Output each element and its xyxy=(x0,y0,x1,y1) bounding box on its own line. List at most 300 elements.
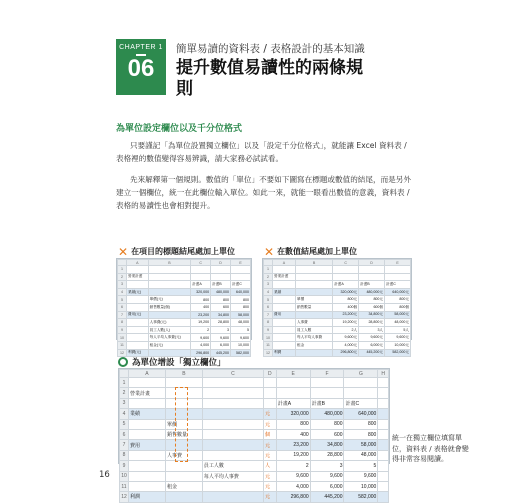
sheet-cell[interactable] xyxy=(344,378,378,388)
sheet-cell[interactable] xyxy=(127,341,149,349)
sheet-cell[interactable]: 租金 xyxy=(165,481,202,491)
caption-text: 為單位增設「獨立欄位」 xyxy=(132,358,226,368)
sheet-cell[interactable]: 6,000元 xyxy=(359,341,385,349)
sheet-cell[interactable]: 3人 xyxy=(359,326,385,334)
row-number[interactable]: 10 xyxy=(264,334,273,342)
row-number[interactable]: 2 xyxy=(118,273,127,281)
table-row xyxy=(264,303,411,311)
column-header[interactable]: B xyxy=(295,260,332,266)
sheet-cell[interactable] xyxy=(295,288,332,296)
sheet-cell[interactable]: 58,000 xyxy=(231,311,251,319)
sheet-cell[interactable]: 計畫B xyxy=(211,281,231,289)
row-number[interactable]: 7 xyxy=(264,311,273,319)
sheet-cell[interactable]: 800 xyxy=(211,296,231,304)
table-row xyxy=(264,296,411,304)
row-number[interactable]: 11 xyxy=(120,481,129,491)
sheet-cell[interactable]: 19,200元 xyxy=(333,319,359,327)
sheet-cell[interactable]: 10,000元 xyxy=(385,341,411,349)
sheet-cell[interactable]: 費用 xyxy=(273,311,296,319)
sheet-cell[interactable] xyxy=(129,398,166,408)
column-header[interactable]: A xyxy=(129,370,166,378)
table-row xyxy=(120,440,389,450)
sheet-cell[interactable]: 計畫C xyxy=(385,281,411,289)
sheet-cell[interactable] xyxy=(148,273,191,281)
sheet-cell[interactable]: 每人平均人事費(元) xyxy=(148,334,191,342)
sheet-cell[interactable]: 業績 xyxy=(273,288,296,296)
table-row xyxy=(118,281,251,289)
row-number[interactable]: 4 xyxy=(264,288,273,296)
sheet-cell[interactable]: 800 xyxy=(310,419,344,429)
column-header[interactable]: B xyxy=(148,260,191,266)
sheet-cell[interactable]: 4,000元 xyxy=(333,341,359,349)
sheet-cell[interactable] xyxy=(273,266,296,274)
row-number[interactable]: 5 xyxy=(120,419,129,429)
sheet-cell[interactable] xyxy=(127,266,149,274)
sheet-cell[interactable]: 10,000 xyxy=(344,481,378,491)
sheet-cell[interactable]: 5 xyxy=(344,461,378,471)
sheet-cell[interactable]: 元 xyxy=(263,409,276,419)
x-mark-icon: ✕ xyxy=(118,244,129,259)
sheet-cell[interactable] xyxy=(129,450,166,460)
sheet-cell[interactable]: 元 xyxy=(263,440,276,450)
sheet-cell[interactable]: 業績(元) xyxy=(127,288,149,296)
sheet-cell[interactable]: 34,800 xyxy=(310,440,344,450)
sheet-cell[interactable] xyxy=(295,266,332,274)
sheet-cell[interactable]: 400 xyxy=(191,303,211,311)
sheet-cell[interactable]: 9,600 xyxy=(231,334,251,342)
sheet-cell[interactable]: 計畫B xyxy=(310,398,344,408)
sheet-cell[interactable]: 9,600 xyxy=(344,471,378,481)
sheet-cell[interactable] xyxy=(385,266,411,274)
column-header[interactable]: E xyxy=(231,260,251,266)
column-header[interactable]: A xyxy=(127,260,149,266)
table-row xyxy=(118,288,251,296)
sheet-cell[interactable] xyxy=(263,398,276,408)
row-number[interactable]: 1 xyxy=(264,266,273,274)
caption-text: 在數值結尾處加上單位 xyxy=(277,247,358,256)
sheet-cell[interactable] xyxy=(129,481,166,491)
sheet-cell[interactable]: 計畫C xyxy=(231,281,251,289)
row-number[interactable]: 3 xyxy=(264,281,273,289)
sheet-cell[interactable]: 元 xyxy=(263,492,276,502)
sheet-cell[interactable]: 利潤 xyxy=(273,349,296,357)
row-number[interactable]: 4 xyxy=(120,409,129,419)
sheet-cell[interactable]: 計畫C xyxy=(344,398,378,408)
sheet-cell[interactable]: 800元 xyxy=(359,296,385,304)
sheet-cell[interactable]: 營業計畫 xyxy=(129,388,166,398)
row-number[interactable]: 5 xyxy=(264,296,273,304)
row-number[interactable]: 7 xyxy=(118,311,127,319)
sheet-cell[interactable]: 296,800 xyxy=(191,349,211,357)
sheet-cell[interactable]: 800 xyxy=(344,429,378,439)
sheet-cell[interactable] xyxy=(378,471,389,481)
sheet-cell[interactable]: 2 xyxy=(191,326,211,334)
sheet-cell[interactable] xyxy=(378,450,389,460)
sheet-cell[interactable] xyxy=(202,398,263,408)
sheet-cell[interactable]: 582,000 xyxy=(344,492,378,502)
paragraph-intro: 只要謹記「為單位設置獨立欄位」以及「設定千分位格式」，就能讓 Excel 資料表 / 表格裡的數值變得容易辨識，請大家務必試試看。 xyxy=(116,141,407,163)
sheet-cell[interactable]: 人事費 xyxy=(295,319,332,327)
table-row xyxy=(120,450,389,460)
sheet-cell[interactable]: 9,600元 xyxy=(359,334,385,342)
sheet-cell[interactable]: 業績 xyxy=(129,409,166,419)
sheet-cell[interactable]: 元 xyxy=(263,450,276,460)
sheet-cell[interactable]: 480,000 xyxy=(310,409,344,419)
table-row xyxy=(118,341,251,349)
sheet-cell[interactable] xyxy=(127,319,149,327)
row-number[interactable]: 3 xyxy=(120,398,129,408)
sheet-cell[interactable]: 6,000 xyxy=(310,481,344,491)
column-header[interactable]: C xyxy=(202,370,263,378)
sheet-cell[interactable] xyxy=(385,273,411,281)
chapter-subtitle: 簡單易讀的資料表 / 表格設計的基本知識 xyxy=(176,43,365,55)
row-number[interactable]: 12 xyxy=(264,349,273,357)
sheet-cell[interactable] xyxy=(263,378,276,388)
sheet-cell[interactable] xyxy=(333,266,359,274)
sheet-cell[interactable]: 計畫A xyxy=(191,281,211,289)
sheet-cell[interactable] xyxy=(276,378,310,388)
sheet-cell[interactable]: 每人平均人事費 xyxy=(295,334,332,342)
sheet-cell[interactable]: 800元 xyxy=(333,296,359,304)
sheet-cell[interactable]: 800 xyxy=(231,296,251,304)
column-header[interactable]: A xyxy=(273,260,296,266)
sheet-cell[interactable] xyxy=(211,273,231,281)
sheet-cell[interactable] xyxy=(127,281,149,289)
page-number: 16 xyxy=(99,470,110,480)
sheet-cell[interactable]: 單價 xyxy=(295,296,332,304)
sheet-cell[interactable] xyxy=(378,398,389,408)
table-row xyxy=(120,419,389,429)
sheet-cell[interactable] xyxy=(191,266,211,274)
sheet-cell[interactable]: 銷售數量 xyxy=(165,429,202,439)
table-row xyxy=(118,326,251,334)
table-row xyxy=(264,273,411,281)
sheet-cell[interactable]: 人事費(元) xyxy=(148,319,191,327)
chapter-badge xyxy=(116,39,166,95)
sheet-cell[interactable]: 9,600 xyxy=(276,471,310,481)
column-header[interactable]: E xyxy=(385,260,411,266)
caption-bad-title-unit xyxy=(118,246,235,257)
sheet-cell[interactable] xyxy=(202,378,263,388)
sheet-cell[interactable] xyxy=(276,388,310,398)
sheet-cell[interactable]: 28,800 xyxy=(211,319,231,327)
table-row xyxy=(120,378,389,388)
sheet-cell[interactable]: 人事費 xyxy=(165,450,202,460)
sheet-cell[interactable] xyxy=(202,481,263,491)
sheet-cell[interactable]: 34,800元 xyxy=(359,311,385,319)
sheet-cell[interactable]: 320,000元 xyxy=(333,288,359,296)
row-number[interactable]: 8 xyxy=(120,450,129,460)
sheet-cell[interactable] xyxy=(273,341,296,349)
sheet-cell[interactable] xyxy=(378,461,389,471)
sheet-cell[interactable]: 296,800 xyxy=(276,492,310,502)
sheet-cell[interactable] xyxy=(129,471,166,481)
sheet-cell[interactable]: 3 xyxy=(310,461,344,471)
sheet-cell[interactable]: 5 xyxy=(231,326,251,334)
column-header[interactable]: D xyxy=(211,260,231,266)
table-row xyxy=(118,311,251,319)
sheet-cell[interactable]: 計畫B xyxy=(359,281,385,289)
sheet-cell[interactable] xyxy=(273,281,296,289)
sheet-cell[interactable]: 員工人數(人) xyxy=(148,326,191,334)
row-number[interactable]: 4 xyxy=(118,288,127,296)
sheet-cell[interactable] xyxy=(202,450,263,460)
row-number[interactable]: 11 xyxy=(118,341,127,349)
row-number[interactable]: 6 xyxy=(264,303,273,311)
sheet-cell[interactable] xyxy=(378,378,389,388)
sheet-table xyxy=(119,369,389,503)
sheet-cell[interactable]: 400 xyxy=(276,429,310,439)
sheet-cell[interactable] xyxy=(378,429,389,439)
sheet-cell[interactable] xyxy=(359,273,385,281)
column-header[interactable]: E xyxy=(276,370,310,378)
sheet-cell[interactable] xyxy=(202,388,263,398)
side-note: 統一在獨立欄位填寫單位，資料表 / 表格就會變得非常容易閱讀。 xyxy=(392,434,469,463)
sheet-cell[interactable]: 單價(元) xyxy=(148,296,191,304)
row-number[interactable]: 12 xyxy=(120,492,129,502)
sheet-cell[interactable] xyxy=(378,388,389,398)
table-row xyxy=(264,311,411,319)
column-header[interactable]: H xyxy=(378,370,389,378)
sheet-cell[interactable]: 58,000 xyxy=(344,440,378,450)
sheet-cell[interactable] xyxy=(165,471,202,481)
sheet-cell[interactable] xyxy=(378,419,389,429)
sheet-cell[interactable] xyxy=(129,419,166,429)
sheet-cell[interactable]: 9,600 xyxy=(191,334,211,342)
sheet-cell[interactable] xyxy=(202,492,263,502)
sheet-cell[interactable] xyxy=(165,492,202,502)
table-row xyxy=(264,349,411,357)
sheet-cell[interactable]: 640,000 xyxy=(231,288,251,296)
sheet-cell[interactable] xyxy=(310,378,344,388)
sheet-cell[interactable] xyxy=(295,281,332,289)
sheet-cell[interactable] xyxy=(129,378,166,388)
caption-good-unit-column xyxy=(118,356,226,368)
column-header[interactable]: D xyxy=(359,260,385,266)
row-number[interactable]: 6 xyxy=(120,429,129,439)
sheet-cell[interactable]: 營業計畫 xyxy=(273,273,296,281)
sheet-cell[interactable]: 9,600 xyxy=(310,471,344,481)
row-number[interactable]: 9 xyxy=(120,461,129,471)
sheet-cell[interactable] xyxy=(273,296,296,304)
sheet-cell[interactable]: 582,000元 xyxy=(385,349,411,357)
sheet-cell[interactable] xyxy=(295,311,332,319)
sheet-cell[interactable]: 營業計畫 xyxy=(127,273,149,281)
column-header[interactable]: D xyxy=(263,370,276,378)
sheet-cell[interactable] xyxy=(359,266,385,274)
sheet-cell[interactable]: 480,000元 xyxy=(359,288,385,296)
sheet-cell[interactable]: 445,200元 xyxy=(359,349,385,357)
sheet-cell[interactable] xyxy=(202,409,263,419)
sheet-cell[interactable]: 9,600元 xyxy=(333,334,359,342)
sheet-cell[interactable]: 800 xyxy=(276,419,310,429)
sheet-cell[interactable]: 800元 xyxy=(385,296,411,304)
sheet-cell[interactable] xyxy=(211,266,231,274)
column-header[interactable] xyxy=(120,370,129,378)
sheet-cell[interactable] xyxy=(148,266,191,274)
column-header[interactable]: C xyxy=(333,260,359,266)
sheet-cell[interactable] xyxy=(129,461,166,471)
row-number[interactable]: 1 xyxy=(118,266,127,274)
row-number[interactable]: 10 xyxy=(120,471,129,481)
unit-column-highlight xyxy=(175,387,188,462)
row-number[interactable]: 12 xyxy=(118,349,127,357)
table-row xyxy=(118,303,251,311)
sheet-cell[interactable]: 600個 xyxy=(359,303,385,311)
circle-check-icon xyxy=(118,357,128,367)
table-row xyxy=(120,388,389,398)
sheet-cell[interactable]: 480,000 xyxy=(211,288,231,296)
sheet-cell[interactable]: 600 xyxy=(310,429,344,439)
sheet-cell[interactable] xyxy=(295,349,332,357)
sheet-cell[interactable]: 320,000 xyxy=(276,409,310,419)
sheet-cell[interactable] xyxy=(310,388,344,398)
column-header[interactable]: C xyxy=(191,260,211,266)
sheet-cell[interactable]: 3 xyxy=(211,326,231,334)
sheet-cell[interactable]: 582,000 xyxy=(231,349,251,357)
sheet-cell[interactable]: 2人 xyxy=(333,326,359,334)
sheet-cell[interactable]: 296,800元 xyxy=(333,349,359,357)
sheet-cell[interactable] xyxy=(202,419,263,429)
row-number[interactable]: 2 xyxy=(120,388,129,398)
sheet-cell[interactable] xyxy=(127,303,149,311)
sheet-cell[interactable]: 6,000 xyxy=(211,341,231,349)
sheet-cell[interactable] xyxy=(148,288,191,296)
sheet-cell[interactable]: 58,000元 xyxy=(385,311,411,319)
sheet-cell[interactable]: 員工人數 xyxy=(202,461,263,471)
sheet-cell[interactable]: 400個 xyxy=(333,303,359,311)
row-number[interactable]: 8 xyxy=(118,319,127,327)
sheet-cell[interactable]: 34,800 xyxy=(211,311,231,319)
row-number[interactable]: 10 xyxy=(118,334,127,342)
sheet-cell[interactable] xyxy=(127,326,149,334)
sheet-cell[interactable] xyxy=(273,319,296,327)
sheet-cell[interactable]: 利潤(元) xyxy=(127,349,149,357)
row-number[interactable]: 3 xyxy=(118,281,127,289)
sheet-cell[interactable] xyxy=(273,334,296,342)
sheet-cell[interactable] xyxy=(231,273,251,281)
sheet-cell[interactable] xyxy=(273,326,296,334)
sheet-cell[interactable]: 9,600元 xyxy=(385,334,411,342)
column-header[interactable]: F xyxy=(310,370,344,378)
sheet-cell[interactable]: 23,200 xyxy=(191,311,211,319)
sheet-cell[interactable]: 每人平均人事費 xyxy=(202,471,263,481)
sheet-cell[interactable] xyxy=(378,492,389,502)
sheet-cell[interactable]: 租金 xyxy=(295,341,332,349)
sheet-cell[interactable] xyxy=(333,273,359,281)
sheet-cell[interactable]: 800 xyxy=(344,419,378,429)
sheet-cell[interactable]: 利潤 xyxy=(129,492,166,502)
sheet-cell[interactable] xyxy=(148,311,191,319)
sheet-cell[interactable]: 費用(元) xyxy=(127,311,149,319)
sheet-cell[interactable]: 600 xyxy=(211,303,231,311)
sheet-cell[interactable] xyxy=(263,388,276,398)
sheet-cell[interactable] xyxy=(165,461,202,471)
sheet-cell[interactable] xyxy=(378,409,389,419)
sheet-cell[interactable] xyxy=(191,273,211,281)
sheet-cell[interactable]: 元 xyxy=(263,419,276,429)
row-number[interactable]: 7 xyxy=(120,440,129,450)
sheet-cell[interactable]: 2 xyxy=(276,461,310,471)
sheet-cell[interactable] xyxy=(202,440,263,450)
table-row xyxy=(264,266,411,274)
sheet-cell[interactable] xyxy=(344,388,378,398)
sheet-cell[interactable] xyxy=(127,334,149,342)
sheet-cell[interactable]: 計畫A xyxy=(333,281,359,289)
sheet-cell[interactable]: 640,000 xyxy=(344,409,378,419)
sheet-cell[interactable]: 單價 xyxy=(165,419,202,429)
sheet-cell[interactable]: 銷售數量 xyxy=(295,303,332,311)
row-number[interactable]: 9 xyxy=(264,326,273,334)
sheet-cell[interactable]: 800 xyxy=(191,296,211,304)
row-number[interactable]: 11 xyxy=(264,341,273,349)
column-header[interactable]: B xyxy=(165,370,202,378)
sheet-cell[interactable] xyxy=(129,429,166,439)
sheet-cell[interactable]: 19,200 xyxy=(191,319,211,327)
table-row xyxy=(264,281,411,289)
sheet-cell[interactable]: 320,000 xyxy=(191,288,211,296)
sheet-cell[interactable]: 元 xyxy=(263,481,276,491)
sheet-cell[interactable]: 4,000 xyxy=(276,481,310,491)
sheet-cell[interactable]: 48,000 xyxy=(344,450,378,460)
sheet-cell[interactable] xyxy=(202,429,263,439)
sheet-cell[interactable]: 4,000 xyxy=(191,341,211,349)
row-number[interactable]: 8 xyxy=(264,319,273,327)
sheet-cell[interactable] xyxy=(127,296,149,304)
sheet-cell[interactable]: 28,800 xyxy=(310,450,344,460)
caption-bad-value-unit xyxy=(264,246,357,257)
table-row xyxy=(264,288,411,296)
sheet-cell[interactable]: 23,200元 xyxy=(333,311,359,319)
sheet-cell[interactable]: 費用 xyxy=(129,440,166,450)
sheet-cell[interactable] xyxy=(295,273,332,281)
sheet-cell[interactable]: 800個 xyxy=(385,303,411,311)
sheet-cell[interactable]: 28,800元 xyxy=(359,319,385,327)
sheet-cell[interactable]: 48,000元 xyxy=(385,319,411,327)
row-number[interactable]: 2 xyxy=(264,273,273,281)
table-row xyxy=(118,266,251,274)
sheet-cell[interactable] xyxy=(378,481,389,491)
sheet-cell[interactable] xyxy=(148,281,191,289)
column-header[interactable]: G xyxy=(344,370,378,378)
sheet-cell[interactable]: 445,200 xyxy=(310,492,344,502)
row-number[interactable]: 1 xyxy=(120,378,129,388)
sheet-cell[interactable]: 元 xyxy=(263,471,276,481)
sheet-cell[interactable]: 10,000 xyxy=(231,341,251,349)
sheet-cell[interactable]: 640,000元 xyxy=(385,288,411,296)
sheet-cell[interactable]: 租金(元) xyxy=(148,341,191,349)
row-number[interactable]: 6 xyxy=(118,303,127,311)
sheet-cell[interactable] xyxy=(231,266,251,274)
spreadsheet-title-units xyxy=(116,258,252,355)
sheet-cell[interactable]: 9,600 xyxy=(211,334,231,342)
row-number[interactable]: 5 xyxy=(118,296,127,304)
sheet-cell[interactable]: 個 xyxy=(263,429,276,439)
sheet-cell[interactable]: 銷售數量(個) xyxy=(148,303,191,311)
sheet-cell[interactable]: 人 xyxy=(263,461,276,471)
sheet-cell[interactable] xyxy=(273,303,296,311)
sheet-cell[interactable]: 計畫A xyxy=(276,398,310,408)
sheet-cell[interactable]: 800 xyxy=(231,303,251,311)
row-number[interactable]: 9 xyxy=(118,326,127,334)
sheet-cell[interactable]: 5人 xyxy=(385,326,411,334)
sheet-cell[interactable]: 48,000 xyxy=(231,319,251,327)
sheet-cell[interactable]: 19,200 xyxy=(276,450,310,460)
sheet-cell[interactable]: 員工人數 xyxy=(295,326,332,334)
sheet-cell[interactable] xyxy=(378,440,389,450)
sheet-cell[interactable]: 23,200 xyxy=(276,440,310,450)
sheet-cell[interactable]: 445,200 xyxy=(211,349,231,357)
